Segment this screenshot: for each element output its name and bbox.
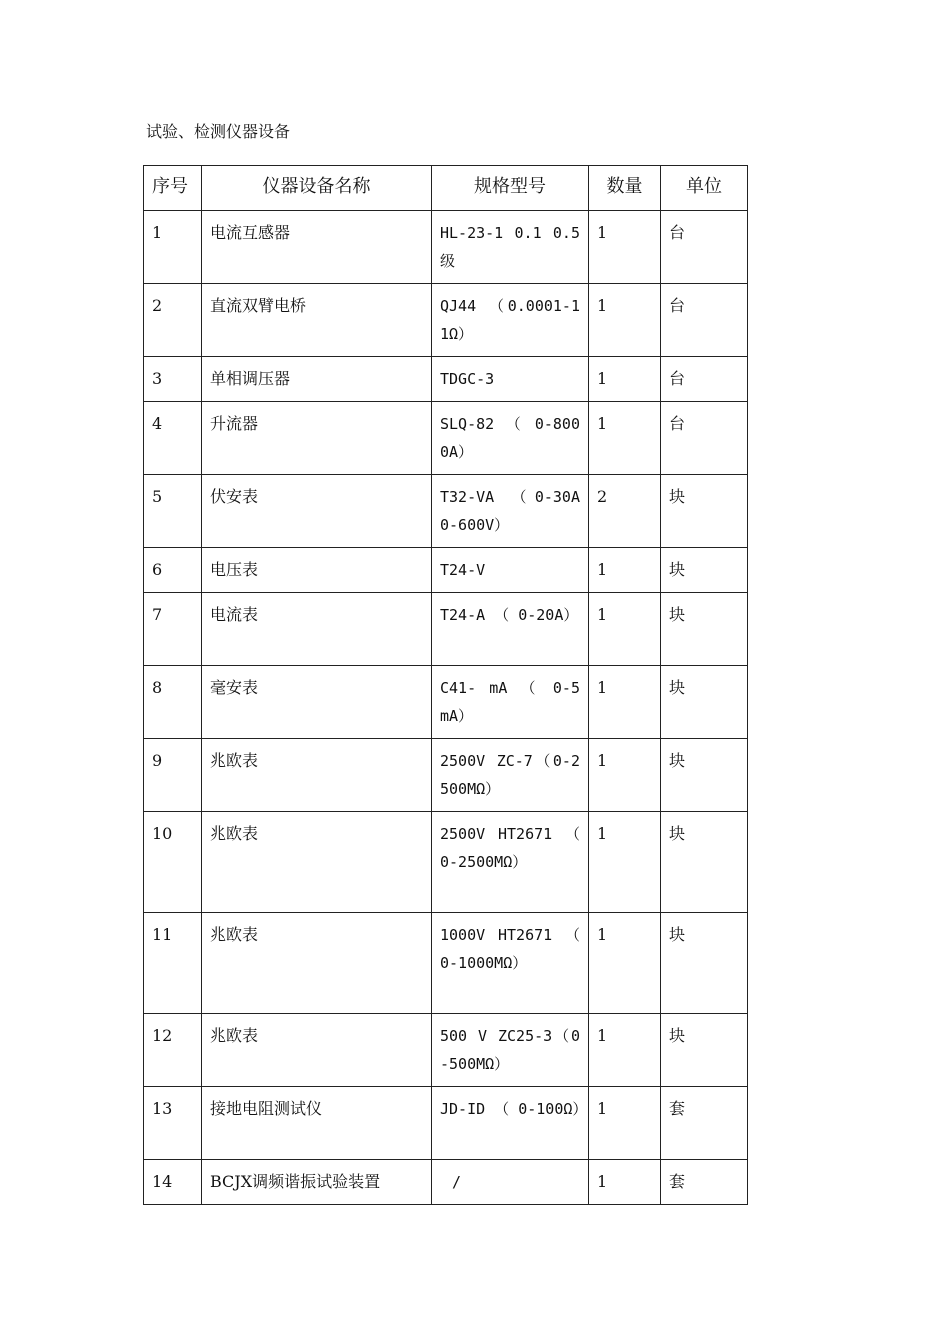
cell-name: 单相调压器 xyxy=(202,357,432,402)
cell-unit: 台 xyxy=(661,284,748,357)
header-unit: 单位 xyxy=(661,166,748,211)
cell-unit: 块 xyxy=(661,475,748,548)
cell-unit: 块 xyxy=(661,1014,748,1087)
cell-spec: SLQ-82 （ 0-8000A） xyxy=(432,402,589,475)
cell-seq: 7 xyxy=(144,593,202,666)
cell-qty: 1 xyxy=(589,284,661,357)
cell-qty: 1 xyxy=(589,739,661,812)
table-row xyxy=(144,1014,748,1087)
cell-name: 直流双臂电桥 xyxy=(202,284,432,357)
table-row xyxy=(144,666,748,739)
table-row xyxy=(144,548,748,593)
header-spec: 规格型号 xyxy=(432,166,589,211)
cell-name: 毫安表 xyxy=(202,666,432,739)
cell-spec: HL-23-1 0.1 0.5级 xyxy=(432,211,589,284)
cell-seq: 8 xyxy=(144,666,202,739)
cell-spec: 500 V ZC25-3（0-500MΩ） xyxy=(432,1014,589,1087)
cell-qty: 1 xyxy=(589,812,661,913)
cell-unit: 块 xyxy=(661,593,748,666)
cell-unit: 块 xyxy=(661,913,748,1014)
cell-unit: 台 xyxy=(661,211,748,284)
cell-name: 电流表 xyxy=(202,593,432,666)
cell-name: 兆欧表 xyxy=(202,1014,432,1087)
cell-spec: C41- mA （ 0-5 mA） xyxy=(432,666,589,739)
table-row xyxy=(144,284,748,357)
cell-unit: 台 xyxy=(661,402,748,475)
cell-seq: 2 xyxy=(144,284,202,357)
cell-unit: 块 xyxy=(661,739,748,812)
cell-spec: 1000V HT2671 （ 0-1000MΩ） xyxy=(432,913,589,1014)
table-row xyxy=(144,913,748,1014)
cell-qty: 2 xyxy=(589,475,661,548)
cell-seq: 13 xyxy=(144,1087,202,1160)
table-header-row xyxy=(144,166,748,211)
header-qty: 数量 xyxy=(589,166,661,211)
cell-spec: QJ44 （0.0001-11Ω） xyxy=(432,284,589,357)
cell-spec: 2500V HT2671 （ 0-2500MΩ） xyxy=(432,812,589,913)
cell-name: 电压表 xyxy=(202,548,432,593)
cell-spec: / xyxy=(432,1160,589,1205)
cell-seq: 1 xyxy=(144,211,202,284)
cell-qty: 1 xyxy=(589,1160,661,1205)
cell-qty: 1 xyxy=(589,1014,661,1087)
cell-qty: 1 xyxy=(589,402,661,475)
cell-name: 电流互感器 xyxy=(202,211,432,284)
cell-unit: 块 xyxy=(661,548,748,593)
cell-qty: 1 xyxy=(589,1087,661,1160)
cell-qty: 1 xyxy=(589,666,661,739)
header-seq: 序号 xyxy=(144,166,202,211)
document-caption: 试验、检测仪器设备 xyxy=(146,122,291,141)
table-row xyxy=(144,812,748,913)
cell-name: 兆欧表 xyxy=(202,812,432,913)
cell-spec: T24-A （ 0-20A） xyxy=(432,593,589,666)
cell-unit: 块 xyxy=(661,666,748,739)
cell-qty: 1 xyxy=(589,593,661,666)
cell-name: 接地电阻测试仪 xyxy=(202,1087,432,1160)
table-row xyxy=(144,357,748,402)
cell-name: BCJX调频谐振试验装置 xyxy=(202,1160,432,1205)
cell-seq: 11 xyxy=(144,913,202,1014)
cell-spec: 2500V ZC-7（0-2500MΩ） xyxy=(432,739,589,812)
cell-seq: 14 xyxy=(144,1160,202,1205)
cell-seq: 3 xyxy=(144,357,202,402)
cell-qty: 1 xyxy=(589,548,661,593)
cell-name: 升流器 xyxy=(202,402,432,475)
cell-qty: 1 xyxy=(589,913,661,1014)
equipment-table xyxy=(143,165,748,1205)
cell-seq: 4 xyxy=(144,402,202,475)
table-row xyxy=(144,211,748,284)
cell-spec: TDGC-3 xyxy=(432,357,589,402)
table-row xyxy=(144,593,748,666)
cell-qty: 1 xyxy=(589,357,661,402)
cell-unit: 块 xyxy=(661,812,748,913)
table-row xyxy=(144,402,748,475)
cell-seq: 6 xyxy=(144,548,202,593)
cell-unit: 台 xyxy=(661,357,748,402)
cell-name: 兆欧表 xyxy=(202,913,432,1014)
header-name: 仪器设备名称 xyxy=(202,166,432,211)
cell-seq: 12 xyxy=(144,1014,202,1087)
cell-seq: 9 xyxy=(144,739,202,812)
table-row xyxy=(144,1087,748,1160)
cell-seq: 10 xyxy=(144,812,202,913)
cell-unit: 套 xyxy=(661,1087,748,1160)
cell-spec: JD-ID （ 0-100Ω） xyxy=(432,1087,589,1160)
table-row xyxy=(144,475,748,548)
cell-unit: 套 xyxy=(661,1160,748,1205)
cell-seq: 5 xyxy=(144,475,202,548)
cell-qty: 1 xyxy=(589,211,661,284)
cell-name: 兆欧表 xyxy=(202,739,432,812)
table-row xyxy=(144,1160,748,1205)
cell-name: 伏安表 xyxy=(202,475,432,548)
cell-spec: T32-VA （0-30A 0-600V） xyxy=(432,475,589,548)
table-row xyxy=(144,739,748,812)
cell-spec: T24-V xyxy=(432,548,589,593)
